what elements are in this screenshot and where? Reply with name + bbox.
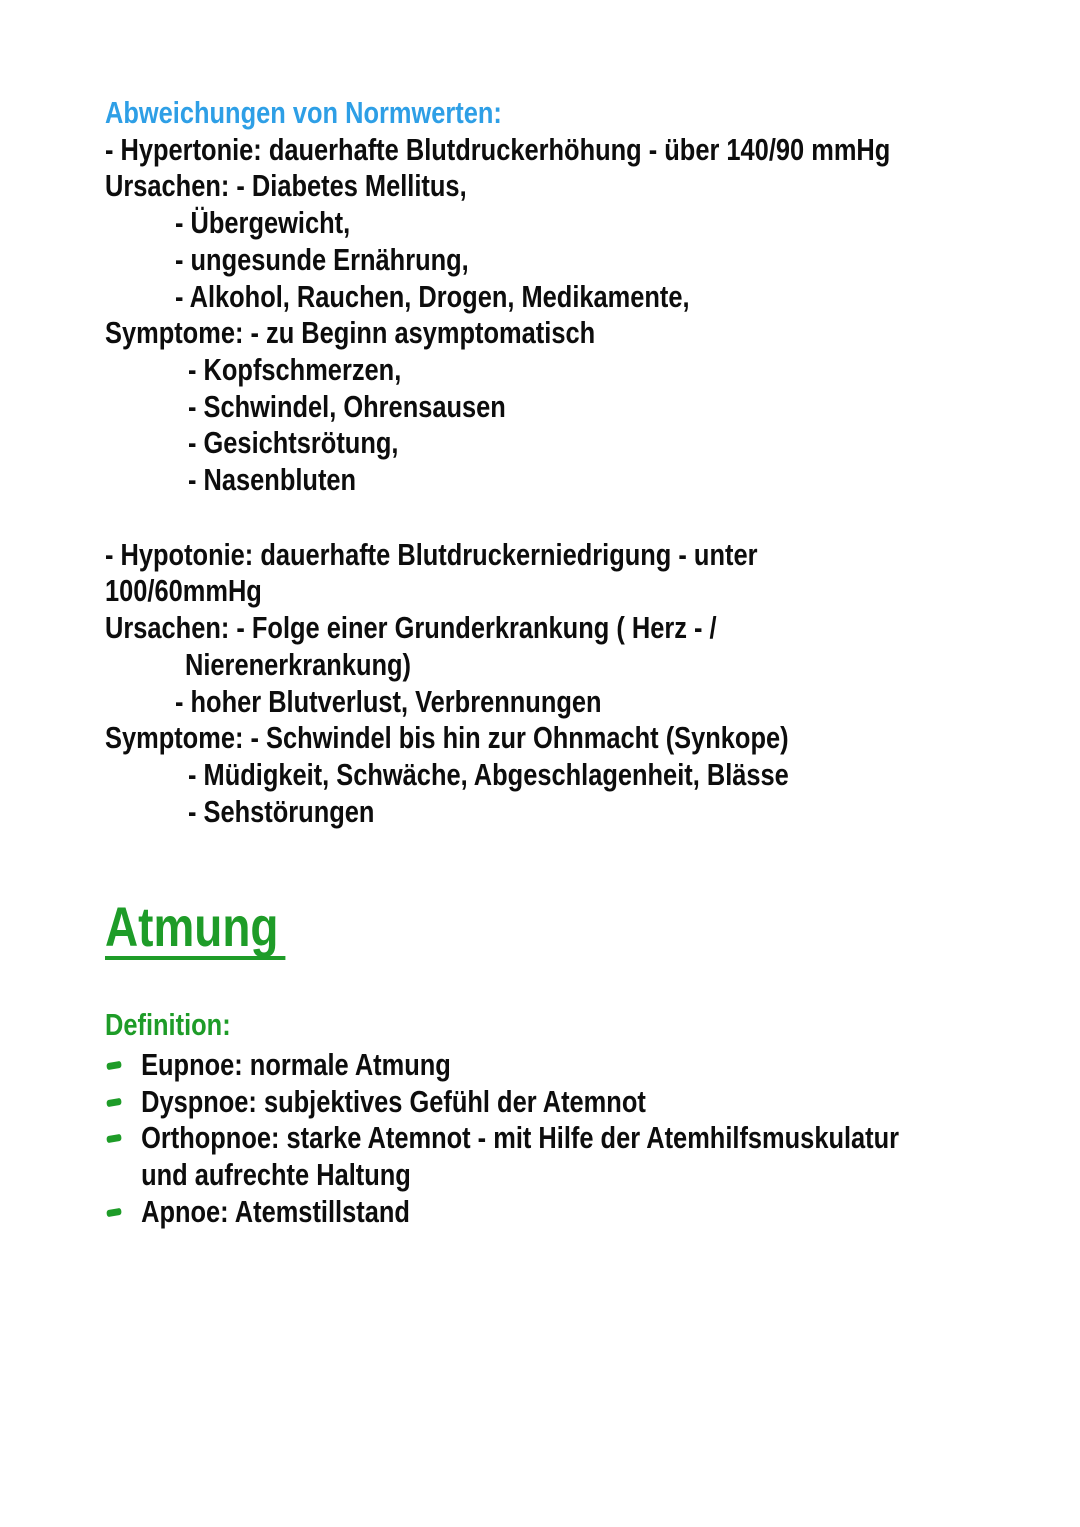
list-item <box>105 1084 905 1121</box>
line-hypertonie-symptom: - Nasenbluten <box>188 462 357 498</box>
line-hypertonie-ursache: - ungesunde Ernährung, <box>175 241 469 277</box>
heading-definition: Definition: <box>105 1007 231 1043</box>
line-hypertonie-symptom: - Schwindel, Ohrensausen <box>188 388 506 424</box>
dash-bullet-icon <box>106 1061 121 1070</box>
notes-content <box>105 95 1080 1231</box>
line-hypertonie-symptome-lead: Symptome: - zu Beginn asymptomatisch <box>105 315 596 351</box>
list-item <box>105 1047 905 1084</box>
line-hypertonie-ursache: - Übergewicht, <box>175 205 351 241</box>
line-hypotonie-symptom: - Müdigkeit, Schwäche, Abgeschlagenheit, Blässe <box>188 756 789 792</box>
section-blutdruck-abweichungen <box>105 95 1080 830</box>
line-hypotonie-definition-1: - Hypotonie: dauerhafte Blutdruckerniedrigung - unter <box>105 536 758 572</box>
list-item-text: Eupnoe: normale Atmung <box>141 1047 451 1083</box>
list-item-text: und aufrechte Haltung <box>141 1157 411 1193</box>
line-hypotonie-ursache-wrap: Nierenerkrankung) <box>185 646 412 682</box>
line-hypotonie-symptome-lead: Symptome: - Schwindel bis hin zur Ohnmacht (Synkope) <box>105 720 789 756</box>
line-hypertonie-definition: - Hypertonie: dauerhafte Blutdruckerhöhung - über 140/90 mmHg <box>105 131 891 167</box>
line-hypertonie-symptom: - Gesichtsrötung, <box>188 425 399 461</box>
definition-list <box>105 1047 1080 1231</box>
dash-bullet-icon <box>106 1098 121 1107</box>
line-hypotonie-ursache: - hoher Blutverlust, Verbrennungen <box>175 683 602 719</box>
block-hypotonie <box>105 537 1080 831</box>
section-atmung <box>105 895 1080 1230</box>
heading-atmung-text: Atmung <box>105 900 285 960</box>
line-hypertonie-ursachen-lead: Ursachen: - Diabetes Mellitus, <box>105 168 467 204</box>
list-item-text: Apnoe: Atemstillstand <box>141 1193 410 1229</box>
heading-abweichungen-von-normwerten: Abweichungen von Normwerten: <box>105 95 502 130</box>
heading-atmung <box>105 895 1080 960</box>
list-item-text: Orthopnoe: starke Atemnot - mit Hilfe der Atemhilfsmuskulatur <box>141 1120 900 1156</box>
line-hypotonie-symptom: - Sehstörungen <box>188 793 375 829</box>
line-hypertonie-symptom: - Kopfschmerzen, <box>188 351 402 387</box>
list-item <box>105 1194 905 1231</box>
dash-bullet-icon <box>106 1208 121 1217</box>
list-item-text: Dyspnoe: subjektives Gefühl der Atemnot <box>141 1083 646 1119</box>
line-hypertonie-ursache: - Alkohol, Rauchen, Drogen, Medikamente, <box>175 278 690 314</box>
line-hypotonie-definition-2: 100/60mmHg <box>105 573 262 609</box>
line-hypotonie-ursachen-lead: Ursachen: - Folge einer Grunderkrankung ( Herz - / <box>105 610 717 646</box>
list-item <box>105 1120 905 1193</box>
dash-bullet-icon <box>106 1134 121 1143</box>
